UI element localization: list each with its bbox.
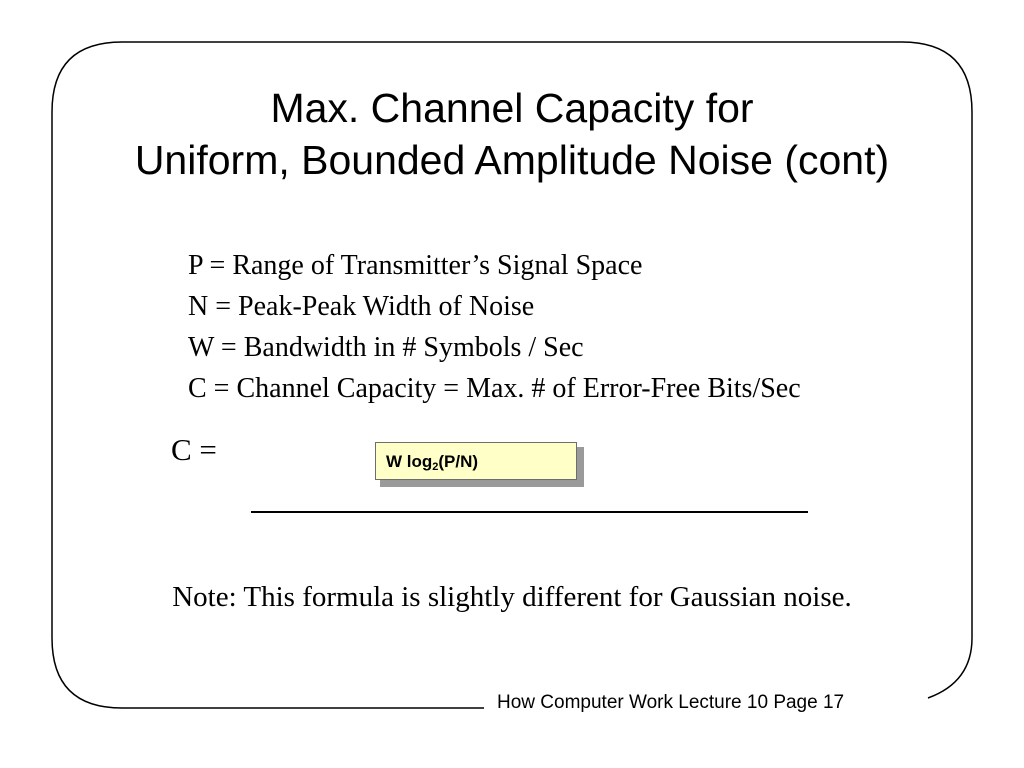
formula-lhs: C = xyxy=(171,432,217,467)
definition-n: N = Peak-Peak Width of Noise xyxy=(188,291,535,322)
definition-w: W = Bandwidth in # Symbols / Sec xyxy=(188,332,584,363)
definition-p: P = Range of Transmitter’s Signal Space xyxy=(188,250,643,281)
note-text: Note: This formula is slightly different for Gaussian noise. xyxy=(172,581,852,613)
title-line-1: Max. Channel Capacity for xyxy=(270,85,754,131)
definition-c: C = Channel Capacity = Max. # of Error-Free Bits/Sec xyxy=(188,373,801,404)
slide-footer: How Computer Work Lecture 10 Page 17 xyxy=(497,692,845,713)
formula-subscript: 2 xyxy=(432,461,439,473)
formula-prefix: W log xyxy=(386,452,433,471)
formula-suffix: (P/N) xyxy=(438,452,479,471)
formula-numerator-box xyxy=(375,442,577,480)
fraction-line xyxy=(251,511,808,513)
slide-title xyxy=(0,82,1024,186)
title-line-2: Uniform, Bounded Amplitude Noise (cont) xyxy=(134,137,890,183)
definitions-list xyxy=(188,245,801,409)
